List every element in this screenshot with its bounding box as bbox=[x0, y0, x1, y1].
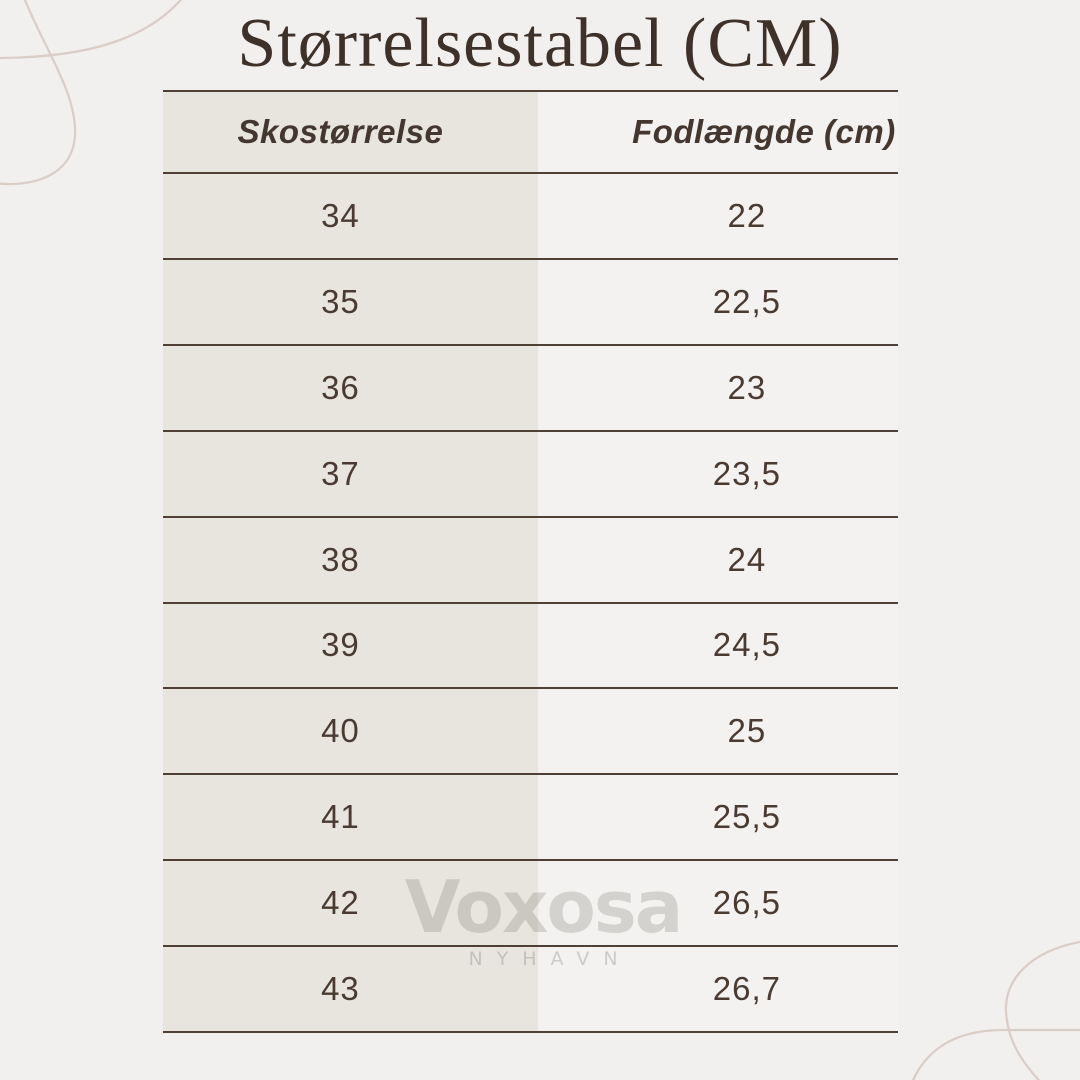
shoe-size-cell: 34 bbox=[321, 196, 360, 234]
foot-length-cell: 26,7 bbox=[712, 970, 782, 1008]
table-header-row bbox=[163, 90, 898, 172]
watermark-subtitle: NYHAVN bbox=[468, 948, 632, 970]
table-row bbox=[163, 516, 898, 602]
table-row bbox=[163, 602, 898, 688]
foot-length-cell: 22 bbox=[727, 196, 767, 234]
foot-length-cell: 22,5 bbox=[712, 282, 782, 320]
shoe-size-cell: 38 bbox=[321, 540, 360, 578]
table-row bbox=[163, 773, 898, 859]
table-row bbox=[163, 344, 898, 430]
foot-length-cell: 25 bbox=[727, 712, 767, 750]
foot-length-cell: 25,5 bbox=[712, 798, 782, 836]
foot-length-cell: 24 bbox=[727, 540, 767, 578]
column-header-shoe-size: Skostørrelse bbox=[237, 113, 444, 150]
shoe-size-cell: 35 bbox=[321, 282, 360, 320]
shoe-size-cell: 39 bbox=[321, 626, 360, 664]
decorative-curve-bottom-right bbox=[911, 1030, 1080, 1080]
shoe-size-cell: 40 bbox=[321, 712, 360, 750]
size-table bbox=[163, 90, 898, 1033]
table-row bbox=[163, 430, 898, 516]
page-title: Størrelsestabel (CM) bbox=[237, 5, 843, 82]
shoe-size-cell: 41 bbox=[321, 798, 360, 836]
table-row bbox=[163, 172, 898, 258]
decorative-arc-bottom-right bbox=[1006, 941, 1080, 1080]
table-row bbox=[163, 687, 898, 773]
foot-length-cell: 26,5 bbox=[712, 884, 782, 922]
column-header-foot-length: Fodlængde (cm) bbox=[632, 113, 896, 150]
shoe-size-cell: 42 bbox=[321, 884, 360, 922]
table-grid bbox=[163, 90, 898, 1033]
foot-length-cell: 23,5 bbox=[712, 454, 782, 492]
table-row bbox=[163, 859, 898, 945]
foot-length-cell: 23 bbox=[727, 368, 767, 406]
shoe-size-cell: 36 bbox=[321, 368, 360, 406]
table-row bbox=[163, 258, 898, 344]
table-row bbox=[163, 945, 898, 1031]
shoe-size-cell: 43 bbox=[321, 970, 360, 1008]
shoe-size-cell: 37 bbox=[321, 454, 360, 492]
foot-length-cell: 24,5 bbox=[712, 626, 782, 664]
